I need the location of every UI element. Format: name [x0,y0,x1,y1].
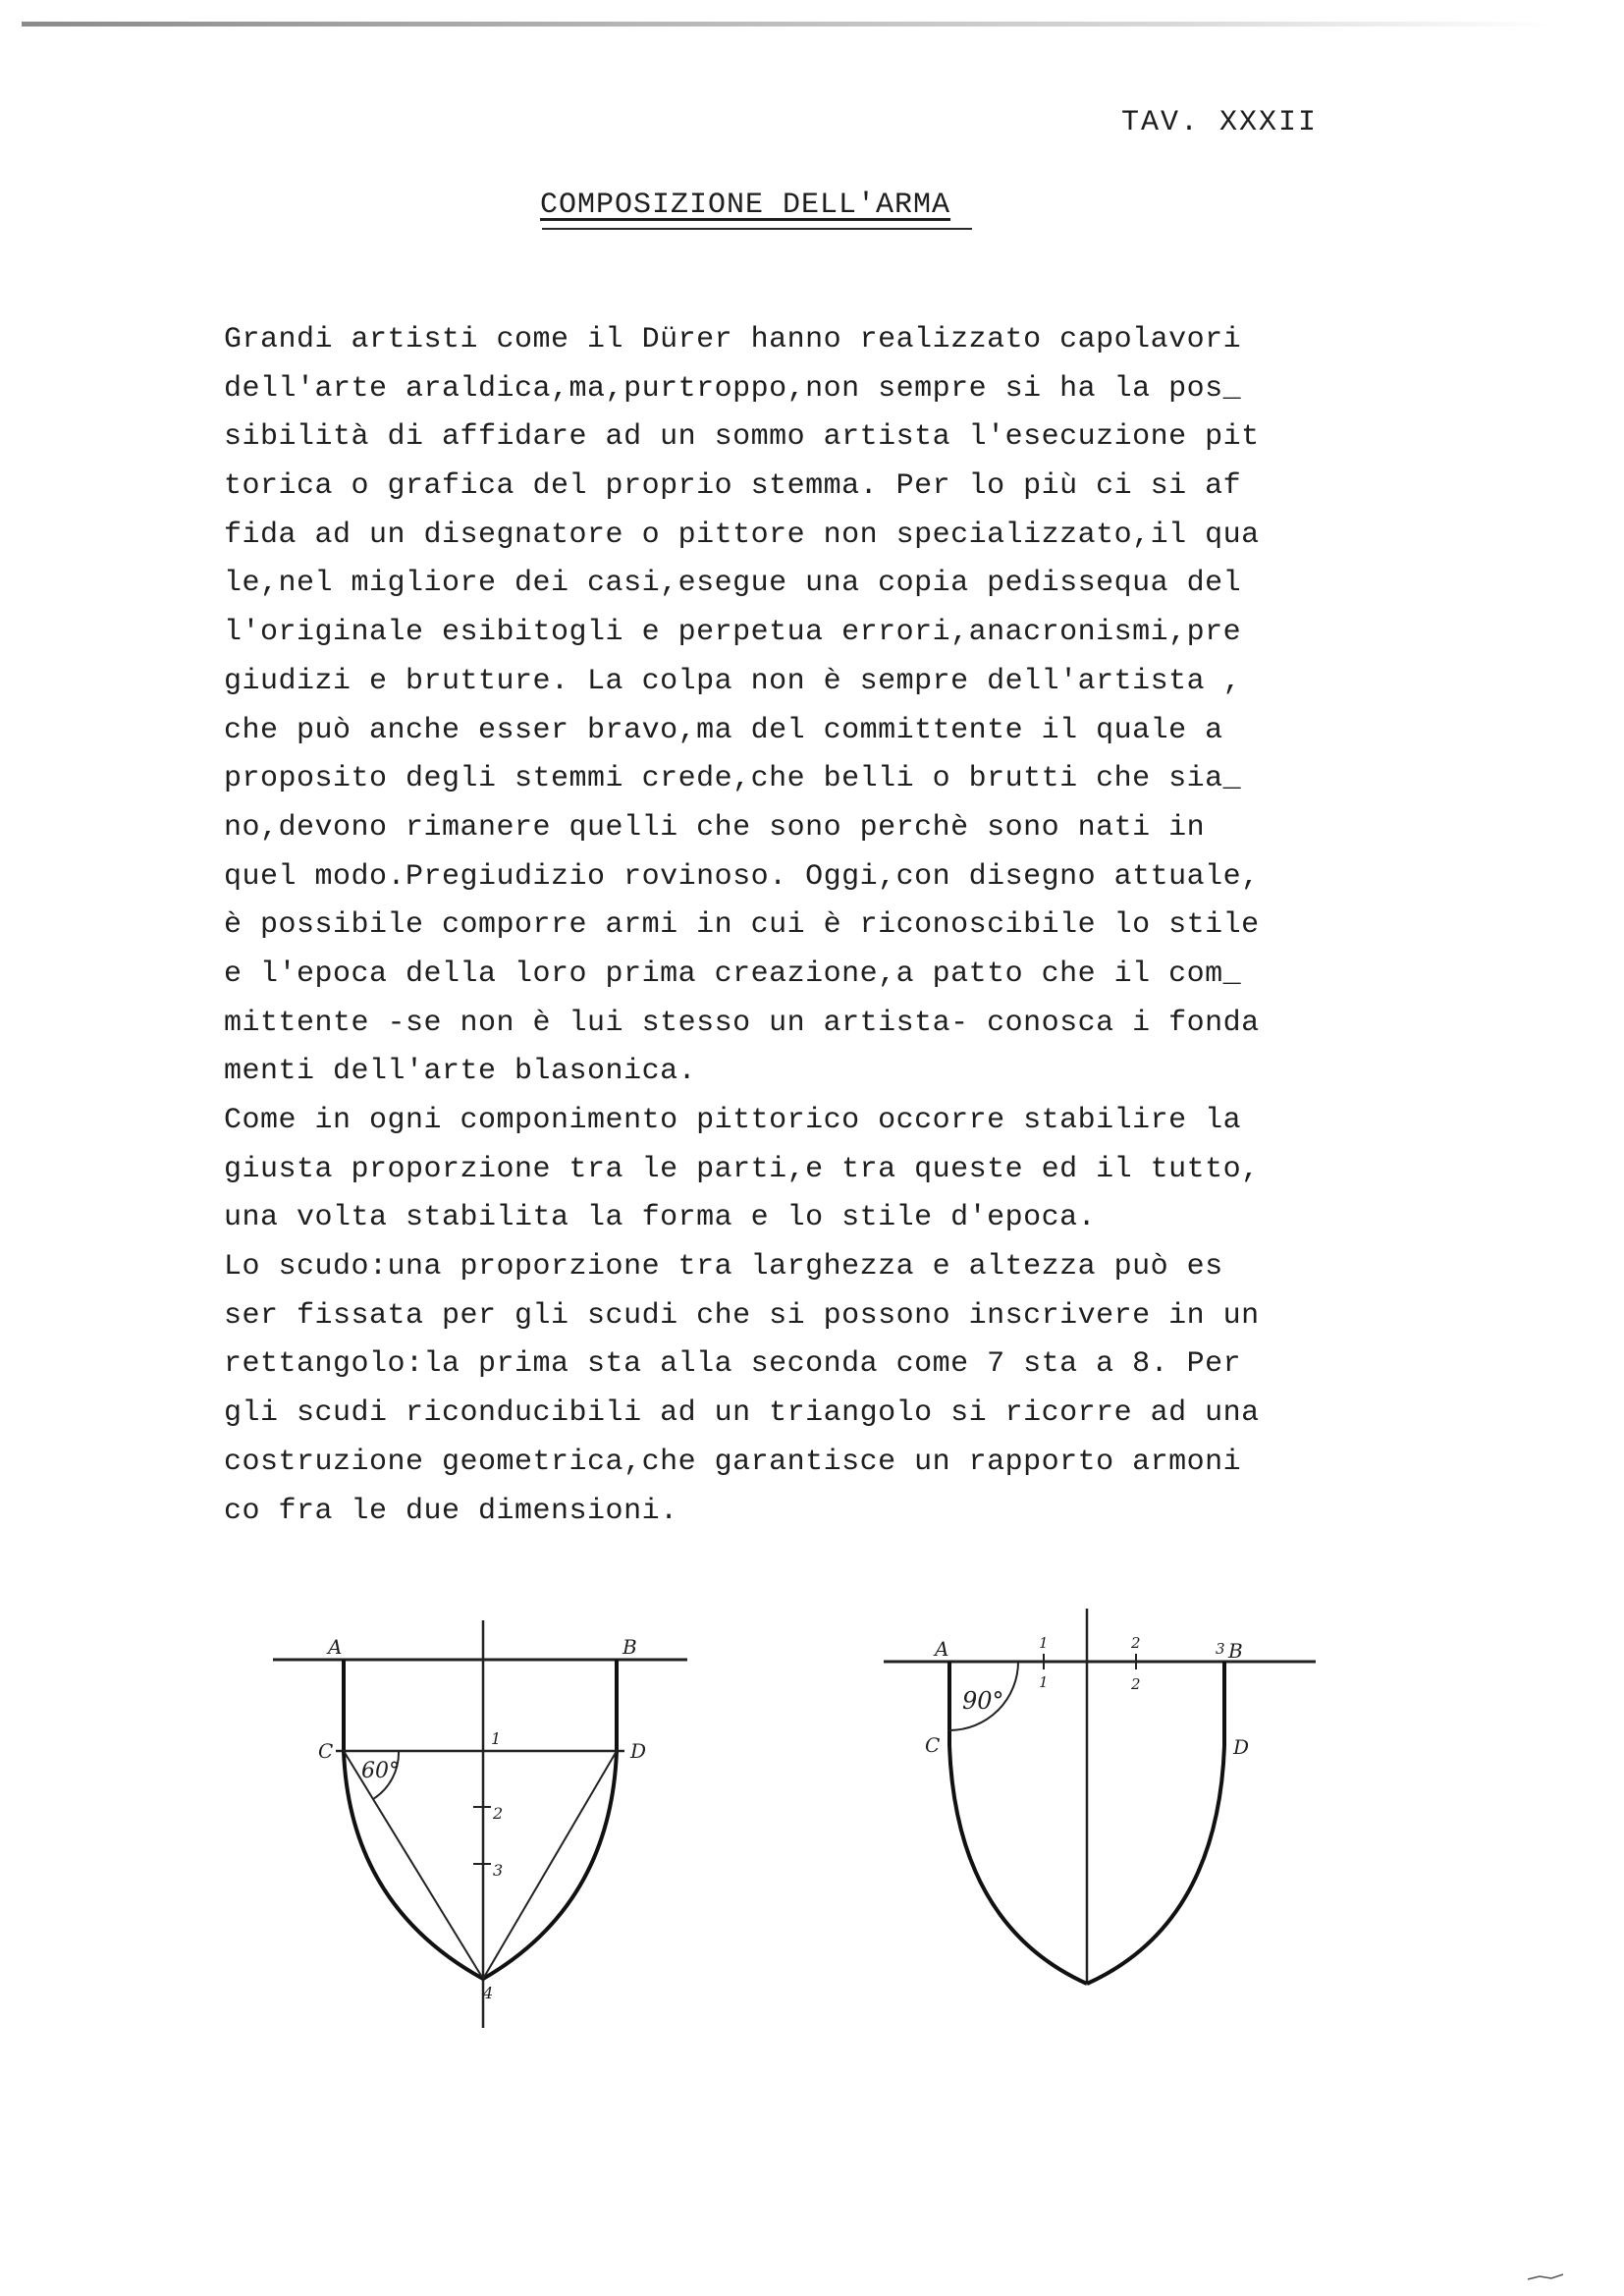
text-line: fida ad un disegnatore o pittore non specializzato,il qua [224,518,1260,552]
text-line: rettangolo:la prima sta alla seconda come 7 sta a 8. Per [224,1347,1242,1382]
angle-90-label: 90° [962,1687,1004,1715]
label-a: A [935,1637,949,1661]
text-line: Come in ogni componimento pittorico occorre stabilire la [224,1104,1242,1137]
shield-60-diagram [265,1611,697,2043]
axis-mark-3: 3 [493,1861,504,1880]
text-line: Lo scudo:una proporzione tra larghezza e altezza può es [224,1250,1223,1285]
scan-corner-smudge [1526,2272,1565,2282]
top-mark-3: 3 [1216,1640,1225,1658]
label-c: C [925,1733,941,1757]
text-line: mittente -se non è lui stesso un artista- conosca i fonda [224,1006,1260,1040]
chord-d4 [483,1751,617,1979]
axis-mark-4: 4 [483,1984,494,2002]
axis-mark-2: 2 [493,1804,504,1823]
label-b: B [623,1635,637,1659]
text-line: gli scudi riconducibili ad un triangolo si ricorre ad una [224,1396,1260,1431]
label-d: D [630,1739,647,1763]
label-b: B [1228,1639,1243,1663]
label-a: A [328,1635,343,1659]
text-line: torica o grafica del proprio stemma. Per lo più ci si af [224,469,1242,504]
shield-right-arc [1087,1746,1224,1984]
text-line: le,nel migliore dei casi,esegue una copia pedissequa del [224,567,1242,601]
shield-90-diagram [874,1601,1335,2033]
text-line: giusta proporzione tra le parti,e tra queste ed il tutto, [224,1152,1260,1186]
text-line: l'originale esibitogli e perpetua errori,anacronismi,pre [224,616,1242,650]
text-line: è possibile comporre armi in cui è riconoscibile lo stile [224,908,1260,943]
bottom-mark-2: 2 [1131,1675,1141,1693]
top-mark-1: 1 [1039,1634,1049,1652]
text-line: ser fissata per gli scudi che si possono inscrivere in un [224,1298,1260,1333]
text-line: costruzione geometrica,che garantisce un rapporto armoni [224,1445,1242,1479]
body-text [224,316,1363,1536]
shield-construction-60 [265,1611,697,2043]
scan-top-edge [22,22,1553,27]
bottom-mark-1: 1 [1039,1673,1049,1691]
text-line: Grandi artisti come il Dürer hanno realizzato capolavori [224,323,1242,356]
top-mark-2: 2 [1131,1634,1141,1652]
shield-construction-90 [874,1601,1335,2033]
label-d: D [1233,1735,1250,1759]
angle-60-label: 60° [361,1759,400,1783]
text-line: co fra le due dimensioni. [224,1494,678,1528]
page-title: COMPOSIZIONE DELL'ARMA [540,189,951,222]
text-line: quel modo.Pregiudizio rovinoso. Oggi,con disegno attuale, [224,859,1260,894]
plate-number: TAV. XXXII [1120,106,1318,139]
text-line: giudizi e brutture. La colpa non è sempre dell'artista , [224,664,1242,698]
text-line: e l'epoca della loro prima creazione,a patto che il com_ [224,957,1242,991]
axis-mark-1: 1 [491,1729,502,1748]
text-line: no,devono rimanere quelli che sono perchè sono nati in [224,810,1206,845]
text-line: che può anche esser bravo,ma del committente il quale a [224,713,1223,747]
label-c: C [318,1739,334,1763]
text-line: una volta stabilita la forma e lo stile d'epoca. [224,1201,1097,1235]
text-line: sibilità di affidare ad un sommo artista l'esecuzione pit [224,420,1260,455]
shield-left-arc [949,1746,1087,1984]
title-double-underline [542,228,972,230]
text-line: proposito degli stemmi crede,che belli o brutti che sia_ [224,762,1242,796]
chord-c4 [344,1751,483,1979]
text-line: dell'arte araldica,ma,purtroppo,non sempre si ha la pos_ [224,371,1242,406]
text-line: menti dell'arte blasonica. [224,1055,697,1089]
